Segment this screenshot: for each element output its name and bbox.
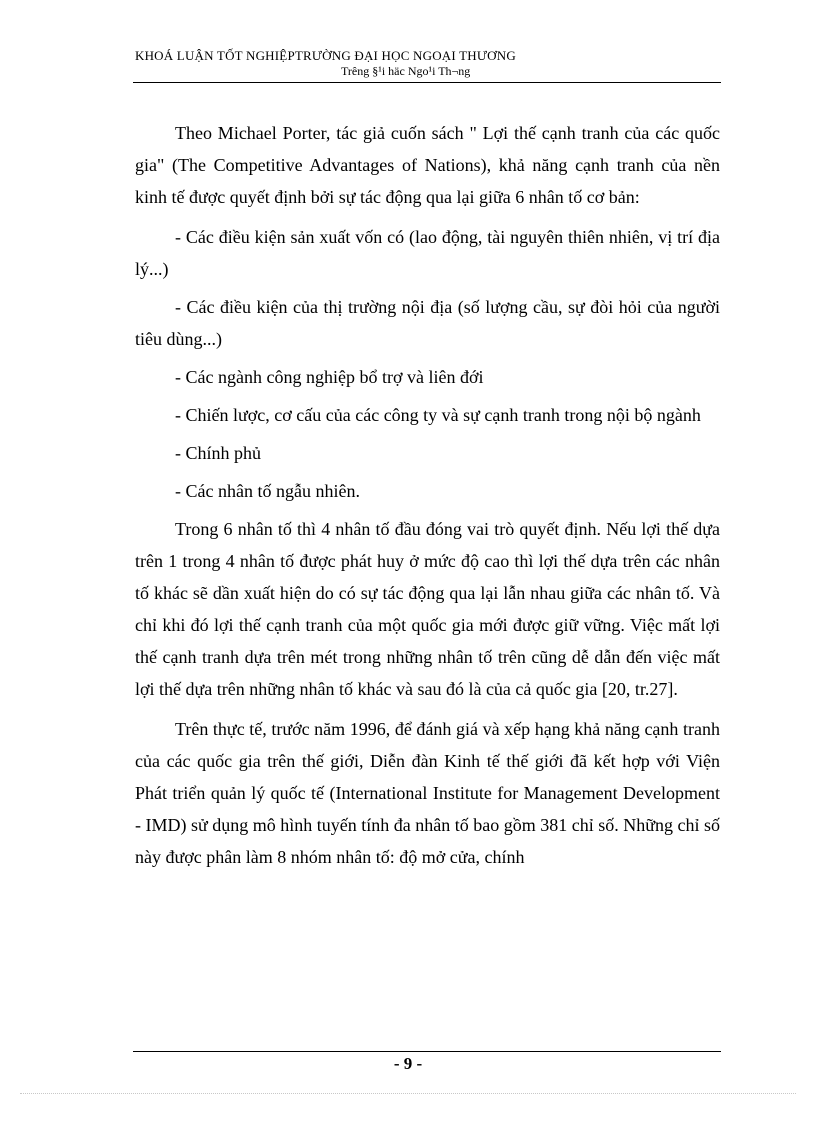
page-bottom-dotted-border (20, 1093, 796, 1094)
footer-divider (133, 1051, 721, 1052)
list-item-factor-conditions: - Các điều kiện sản xuất vốn có (lao động, tài nguyên thiên nhiên, vị trí địa lý...) (135, 227, 720, 279)
body-text (135, 117, 720, 881)
page-header (133, 48, 721, 83)
list-item-government: - Chính phủ (175, 443, 262, 463)
paragraph-decisive-factors: Trong 6 nhân tố thì 4 nhân tố đầu đóng vai trò quyết định. Nếu lợi thế dựa trên 1 trong 4 nhân tố được phát huy ở mức độ cao thì lợi thế dựa trên các nhân tố khác sẽ dần xuất hiện do có sự tác động qua lại lẫn nhau giữa các nhân tố. Và chỉ khi đó lợi thế cạnh tranh của một quốc gia mới được giữ vững. Việc mất lợi thế cạnh tranh dựa trên mét trong những nhân tố trên cũng dễ dẫn đến việc mất lợi thế dựa trên những nhân tố khác và sau đó là của cả quốc gia [20, tr.27]. (135, 519, 720, 699)
page-number: - 9 - (393, 1054, 423, 1073)
list-item-firm-strategy: - Chiến lược, cơ cấu của các công ty và sự cạnh tranh trong nội bộ ngành (175, 405, 701, 425)
list-item-related-industries: - Các ngành công nghiệp bổ trợ và liên đới (175, 367, 484, 387)
list-item-chance: - Các nhân tố ngẫu nhiên. (175, 481, 360, 501)
list-item-demand-conditions: - Các điều kiện của thị trường nội địa (số lượng cầu, sự đòi hỏi của người tiêu dùng...) (135, 297, 720, 349)
paragraph-porter-intro: Theo Michael Porter, tác giả cuốn sách " Lợi thế cạnh tranh của các quốc gia" (The Competitive Advantages of Nations), khả năng cạnh tranh của nền kinh tế được quyết định bởi sự tác động qua lại giữa 6 nhân tố cơ bản: (135, 123, 720, 207)
header-subtitle: Trêng §¹i häc Ngo¹i Th¬ng (341, 64, 471, 78)
paragraph-ranking-history: Trên thực tế, trước năm 1996, để đánh giá và xếp hạng khả năng cạnh tranh của các quốc gia trên thế giới, Diễn đàn Kinh tế thế giới đã kết hợp với Viện Phát triển quản lý quốc tế (International Institute for Management Development - IMD) sử dụng mô hình tuyến tính đa nhân tố bao gồm 381 chỉ số. Những chỉ số này được phân làm 8 nhóm nhân tố: độ mở cửa, chính (135, 719, 720, 867)
header-title: KHOÁ LUẬN TỐT NGHIỆPTRƯỜNG ĐẠI HỌC NGOẠI THƯƠNG (135, 48, 516, 63)
